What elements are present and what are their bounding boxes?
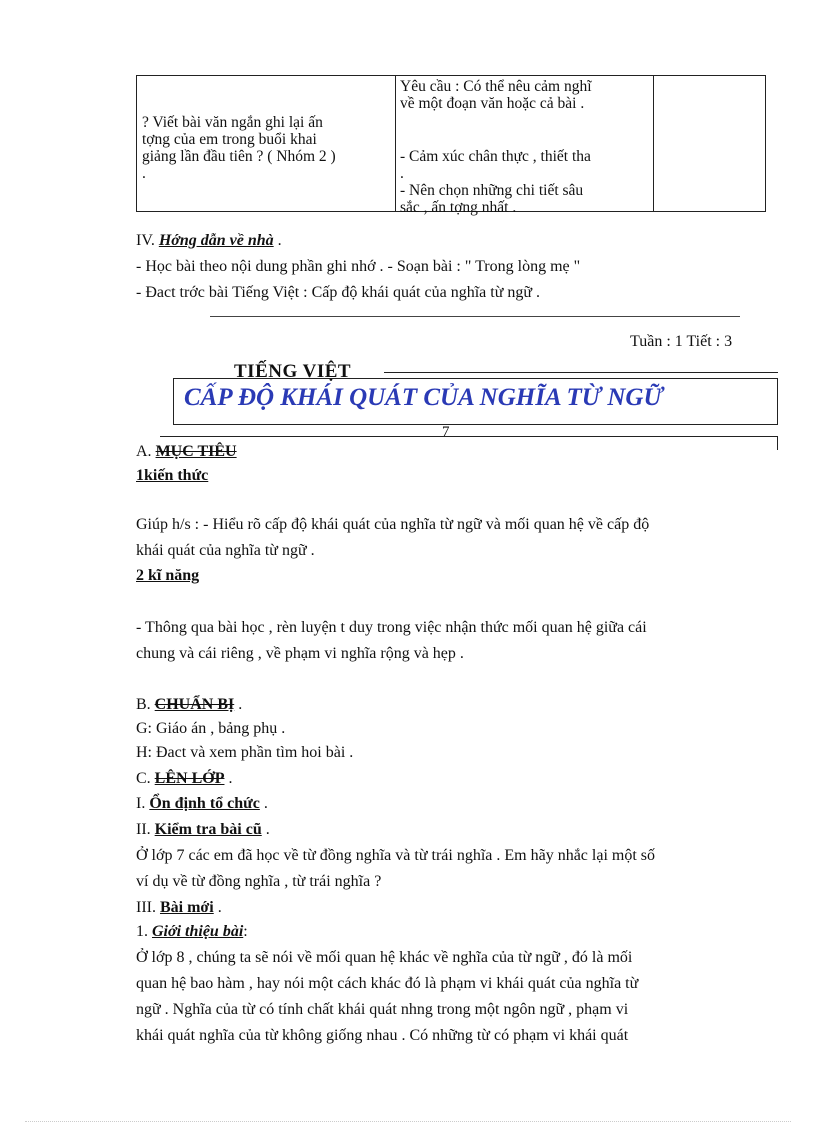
cell-line: - Nên chọn những chi tiết sâu bbox=[400, 182, 584, 199]
step-3-heading: III. Bài mới . bbox=[136, 899, 222, 916]
homework-heading: IV. Hớng dẫn về nhà . bbox=[136, 232, 282, 249]
section-c-heading: C. LÊN LỚP . bbox=[136, 770, 233, 787]
skills-paragraph: - Thông qua bài học , rèn luyện t duy trong việc nhận thức mối quan hệ giữa cái chung và cái riêng , về phạm vi nghĩa rộng và hẹp . bbox=[136, 619, 647, 662]
intro-heading: 1. Giới thiệu bài: bbox=[136, 923, 248, 940]
table-divider bbox=[653, 76, 654, 211]
cell-line: sắc , ấn tợng nhất . bbox=[400, 199, 517, 216]
table-cell-criteria bbox=[400, 148, 591, 216]
step-2-heading: II. Kiểm tra bài cũ . bbox=[136, 821, 270, 838]
cell-line: . bbox=[142, 165, 146, 182]
separator-line bbox=[210, 316, 740, 317]
header-bottom-rule bbox=[777, 436, 778, 450]
page-number: 7 bbox=[442, 424, 450, 440]
week-info: Tuần : 1 Tiết : 3 bbox=[630, 333, 733, 350]
intro-paragraph: Ở lớp 8 , chúng ta sẽ nói về mối quan hệ khác về nghĩa của từ ngữ , đó là mối quan hệ bao hàm , hay nói một cách khác đó là phạm vi khái quát của nghĩa từ ngữ . Nghĩa của từ có tính chất khái quát nhng trong một ngôn ngữ , phạm vi khái quát nghĩa của từ không giống nhau . Có những từ có phạm vi khái quát bbox=[136, 949, 639, 1044]
cell-line: giảng lần đầu tiên ? ( Nhóm 2 ) bbox=[142, 148, 336, 165]
page-boundary bbox=[25, 1121, 791, 1122]
homework-line: - Học bài theo nội dung phần ghi nhớ . - Soạn bài : " Trong lòng mẹ " bbox=[136, 258, 581, 275]
cell-line: Yêu cầu : Có thể nêu cảm nghĩ bbox=[400, 78, 592, 95]
review-paragraph: Ở lớp 7 các em đã học về từ đồng nghĩa và từ trái nghĩa . Em hãy nhắc lại một số ví dụ về từ đồng nghĩa , từ trái nghĩa ? bbox=[136, 847, 655, 890]
step-1-heading: I. Ổn định tổ chức . bbox=[136, 795, 268, 812]
prep-student: H: Đact và xem phần tìm hoi bài . bbox=[136, 744, 354, 761]
cell-line: ? Viết bài văn ngắn ghi lại ấn bbox=[142, 114, 323, 131]
cell-line: tợng của em trong buổi khai bbox=[142, 131, 317, 148]
prep-teacher: G: Giáo án , bảng phụ . bbox=[136, 720, 286, 737]
skills-heading: 2 kĩ năng bbox=[136, 567, 200, 584]
knowledge-heading: 1kiến thức bbox=[136, 467, 209, 484]
table-cell-question bbox=[142, 114, 336, 182]
cell-line: . bbox=[400, 165, 404, 182]
subject-rule bbox=[384, 372, 778, 373]
knowledge-paragraph: Giúp h/s : - Hiểu rõ cấp độ khái quát của nghĩa từ ngữ và mối quan hệ về cấp độ khái quát của nghĩa từ ngữ . bbox=[136, 516, 650, 559]
cell-line: - Cảm xúc chân thực , thiết tha bbox=[400, 148, 591, 165]
section-b-heading: B. CHUẨN BỊ . bbox=[136, 696, 243, 713]
lesson-title: CẤP ĐỘ KHÁI QUÁT CỦA NGHĨA TỪ NGỮ bbox=[184, 384, 663, 411]
table-divider bbox=[395, 76, 396, 211]
subject-heading: TIẾNG VIỆT bbox=[234, 361, 352, 382]
header-bottom-rule bbox=[160, 436, 778, 437]
cell-line: về một đoạn văn hoặc cả bài . bbox=[400, 95, 585, 112]
table-cell-requirement bbox=[400, 78, 592, 112]
section-a-heading: A. MỤC TIÊU bbox=[136, 443, 237, 460]
homework-line: - Đact trớc bài Tiếng Việt : Cấp độ khái quát của nghĩa từ ngữ . bbox=[136, 284, 541, 301]
